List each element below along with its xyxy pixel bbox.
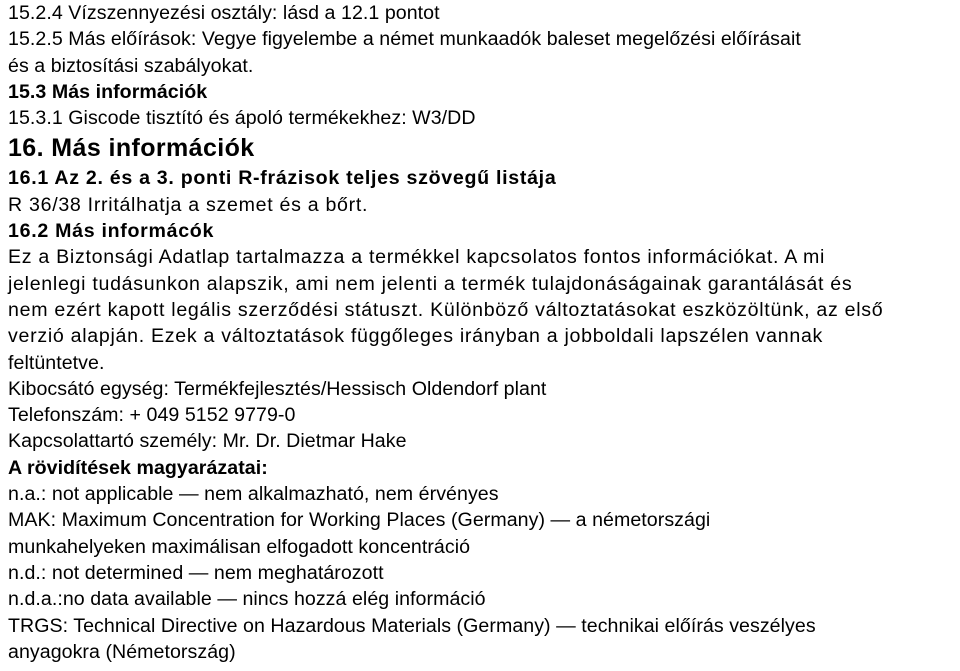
abbr-nd: n.d.: not determined — nem meghatározott	[8, 561, 384, 584]
abbr-mak-cont: munkahelyeken maximálisan elfogadott koncentráció	[8, 535, 471, 558]
para-16-2-line-5: feltüntetve.	[8, 351, 105, 374]
phone-line: Telefonszám: + 049 5152 9779-0	[8, 404, 296, 427]
abbreviations-heading: A rövidítések magyarázatai:	[8, 456, 268, 479]
heading-16-1: 16.1 Az 2. és a 3. ponti R-frázisok teljes szövegű listája	[8, 167, 557, 190]
abbr-na: n.a.: not applicable — nem alkalmazható, nem érvényes	[8, 483, 499, 506]
para-16-2-line-4: verzió alapján. Ezek a változtatások függőleges irányban a jobboldali lapszélen vannak	[8, 325, 824, 348]
abbr-trgs-cont: anyagokra (Németország)	[8, 640, 236, 663]
contact-person-line: Kapcsolattartó személy: Mr. Dr. Dietmar Hake	[8, 430, 407, 453]
heading-16: 16. Más információk	[8, 134, 255, 163]
section-15-2-5-cont: és a biztosítási szabályokat.	[8, 54, 254, 77]
abbr-nda: n.d.a.:no data available — nincs hozzá elég információ	[8, 588, 486, 611]
para-16-2-line-1: Ez a Biztonsági Adatlap tartalmazza a termékkel kapcsolatos fontos információkat. A mi	[8, 246, 826, 269]
section-15-2-4: 15.2.4 Vízszennyezési osztály: lásd a 12.1 pontot	[8, 2, 440, 24]
document-page	[8, 0, 953, 665]
abbr-mak: MAK: Maximum Concentration for Working Places (Germany) — a németországi	[8, 509, 711, 532]
para-16-2-line-3: nem ezért kapott legális szerződési státuszt. Különböző változtatásokat eszközöltünk, az első	[8, 298, 884, 321]
section-15-3-1: 15.3.1 Giscode tisztító és ápoló termékekhez: W3/DD	[8, 107, 476, 130]
heading-16-2: 16.2 Más informácók	[8, 220, 215, 243]
heading-15-3: 15.3 Más információk	[8, 80, 208, 103]
para-16-2-line-2: jelenlegi tudásunkon alapszik, ami nem jelenti a termék tulajdonáságainak garantálását és	[8, 272, 853, 295]
issuer-line: Kibocsátó egység: Termékfejlesztés/Hessisch Oldendorf plant	[8, 377, 547, 400]
abbr-trgs: TRGS: Technical Directive on Hazardous Materials (Germany) — technikai előírás veszélyes	[8, 614, 816, 637]
section-15-2-5: 15.2.5 Más előírások: Vegye figyelembe a német munkaadók baleset megelőzési előírásait	[8, 28, 801, 51]
r-phrase-36-38: R 36/38 Irritálhatja a szemet és a bőrt.	[8, 193, 369, 216]
